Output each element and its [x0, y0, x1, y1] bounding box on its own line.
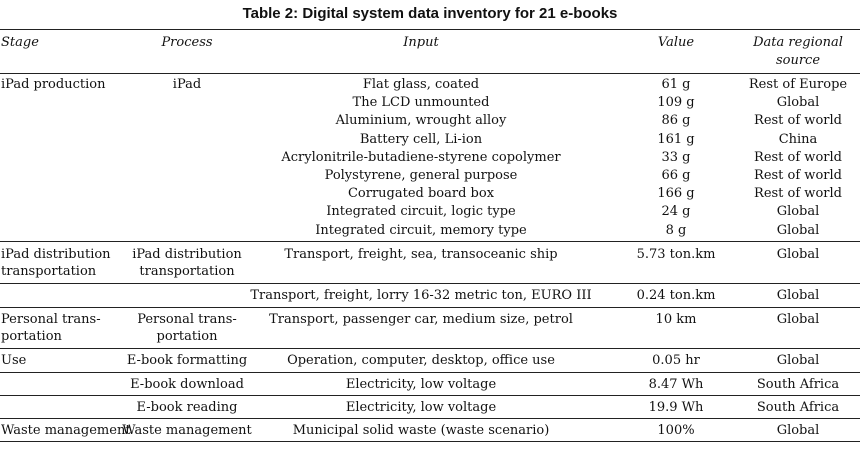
row-rule [0, 372, 860, 373]
ipad-value-list [620, 76, 732, 240]
source-item: Global [776, 222, 820, 238]
value-item: 33 g [661, 149, 691, 165]
input-download: Electricity, low voltage [345, 377, 497, 392]
header-source-line1: Data regional [753, 35, 843, 50]
source-item: Rest of world [754, 149, 842, 165]
value-item: 24 g [661, 204, 691, 220]
row-rule [0, 307, 860, 308]
row-rule [0, 283, 860, 284]
source-item: Rest of Europe [748, 77, 848, 92]
input-formatting: Operation, computer, desktop, office use [287, 353, 555, 368]
input-item: Integrated circuit, logic type [326, 204, 516, 220]
stage-personal-line1: Personal trans- [1, 312, 101, 327]
value-item: 166 g [657, 186, 695, 202]
value-item: 161 g [657, 131, 695, 147]
value-lorry: 0.24 ton.km [636, 288, 716, 303]
value-download: 8.47 Wh [648, 377, 704, 392]
process-distribution-line2: transportation [139, 264, 235, 279]
input-item: Corrugated board box [347, 186, 495, 202]
table-caption: Table 2: Digital system data inventory for 21 e-books [242, 5, 618, 22]
process-ebook-formatting: E-book formatting [126, 353, 248, 368]
source-download: South Africa [756, 377, 840, 392]
input-lorry: Transport, freight, lorry 16-32 metric ton, EURO III [250, 288, 592, 303]
input-item: Polystyrene, general purpose [324, 168, 518, 184]
source-item: China [778, 131, 818, 147]
stage-waste-management: Waste management [1, 423, 131, 438]
source-formatting: Global [776, 353, 820, 368]
value-ship: 5.73 ton.km [636, 247, 716, 262]
process-distribution-line1: iPad distribution [132, 247, 242, 262]
stage-use: Use [1, 353, 27, 368]
value-waste: 100% [657, 423, 695, 438]
input-item: Acrylonitrile-butadiene-styrene copolymer [281, 149, 561, 165]
table-top-rule [0, 29, 860, 30]
source-waste: Global [776, 423, 820, 438]
header-process: Process [161, 35, 213, 50]
input-car: Transport, passenger car, medium size, petrol [269, 312, 573, 327]
row-rule [0, 348, 860, 349]
value-item: 86 g [661, 113, 691, 129]
value-formatting: 0.05 hr [652, 353, 700, 368]
row-rule [0, 395, 860, 396]
table-bottom-rule [0, 441, 860, 442]
source-car: Global [776, 312, 820, 327]
input-item: Battery cell, Li-ion [359, 131, 483, 147]
source-ship: Global [776, 247, 820, 262]
value-car: 10 km [655, 312, 697, 327]
process-ebook-reading: E-book reading [136, 400, 238, 415]
source-item: Rest of world [754, 186, 842, 202]
header-input: Input [403, 35, 439, 50]
process-ebook-download: E-book download [130, 377, 244, 392]
input-item: Flat glass, coated [362, 77, 480, 92]
stage-ipad-production: iPad production [1, 77, 106, 92]
source-item: Global [776, 204, 820, 220]
source-lorry: Global [776, 288, 820, 303]
process-ipad: iPad [172, 77, 202, 92]
source-item: Global [776, 95, 820, 111]
source-reading: South Africa [756, 400, 840, 415]
header-value: Value [657, 35, 695, 50]
value-item: 66 g [661, 168, 691, 184]
process-personal-line1: Personal trans- [137, 312, 237, 327]
input-item: Aluminium, wrought alloy [335, 113, 507, 129]
header-source-line2: source [775, 53, 821, 68]
process-personal-line2: portation [156, 329, 218, 344]
input-item: The LCD unmounted [352, 95, 490, 111]
value-reading: 19.9 Wh [648, 400, 704, 415]
input-waste: Municipal solid waste (waste scenario) [292, 423, 550, 438]
value-item: 61 g [661, 77, 691, 92]
input-reading: Electricity, low voltage [345, 400, 497, 415]
ipad-source-list [738, 76, 858, 240]
input-item: Integrated circuit, memory type [315, 222, 527, 238]
value-item: 109 g [657, 95, 695, 111]
header-rule [0, 73, 860, 74]
header-stage: Stage [1, 35, 39, 50]
source-item: Rest of world [754, 113, 842, 129]
value-item: 8 g [665, 222, 687, 238]
source-item: Rest of world [754, 168, 842, 184]
stage-distribution-line1: iPad distribution [1, 247, 111, 262]
stage-distribution-line2: transportation [1, 264, 97, 279]
row-rule [0, 241, 860, 242]
input-ship: Transport, freight, sea, transoceanic ship [284, 247, 558, 262]
ipad-input-list [246, 76, 596, 240]
row-rule [0, 418, 860, 419]
stage-personal-line2: portation [1, 329, 62, 344]
process-waste-management: Waste management [122, 423, 252, 438]
